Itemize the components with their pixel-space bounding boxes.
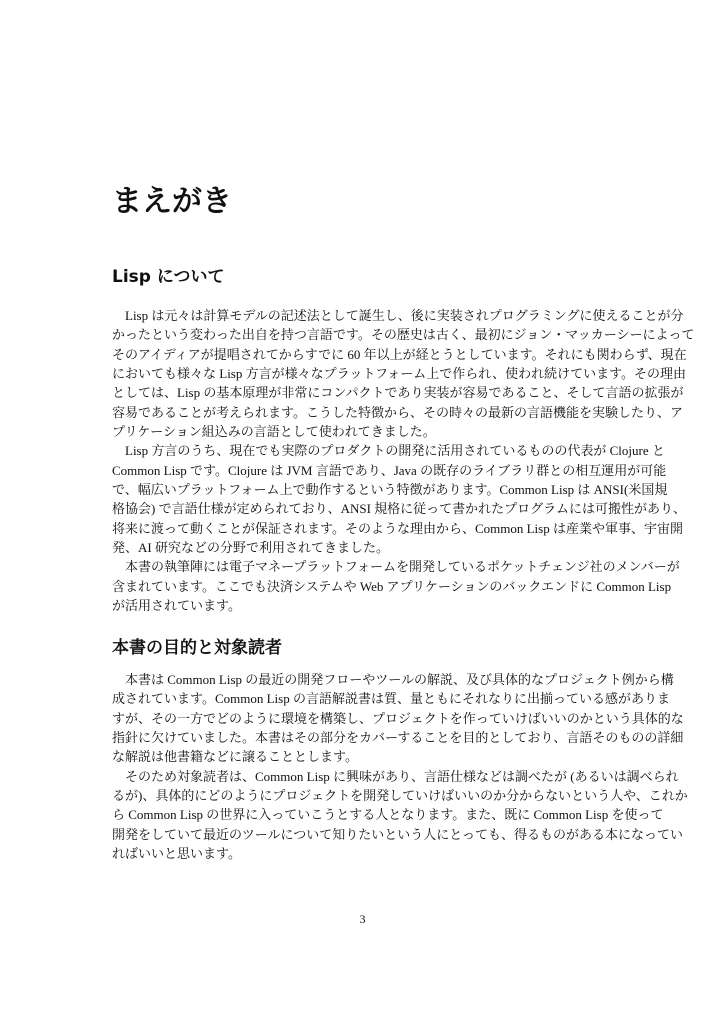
text-line: 将来に渡って動くことが保証されます。そのような理由から、Common Lisp は産業や軍事、宇宙開 — [112, 520, 683, 536]
paragraph — [112, 767, 688, 864]
page-number: 3 — [359, 912, 366, 926]
section-heading-purpose-audience: 本書の目的と対象読者 — [112, 638, 282, 658]
text-line: 発、AI 研究などの分野で利用されてきました。 — [112, 540, 389, 556]
text-line: 成されています。Common Lisp の言語解説書は質、量ともにそれなりに出揃っている感がありま — [112, 691, 670, 707]
text-line: Lisp 方言のうち、現在でも実際のプロダクトの開発に活用されているものの代表が Clojure と — [125, 443, 665, 459]
text-line: においても様々な Lisp 方言が様々なプラットフォーム上で作られ、使われ続けています。その理由 — [112, 366, 687, 382]
paragraph — [112, 557, 680, 615]
text-line: 容易であることが考えられます。こうした特徴から、その時々の最新の言語機能を実験したり、ア — [112, 404, 683, 420]
text-line: としては、Lisp の基本原理が非常にコンパクトであり実装が容易であること、そして言語の拡張が — [112, 385, 684, 401]
paragraph — [112, 670, 684, 767]
text-line: が活用されています。 — [112, 598, 241, 614]
text-line: 本書の執筆陣には電子マネープラットフォームを開発しているポケットチェンジ社のメンバーが — [125, 559, 680, 575]
text-line: 本書は Common Lisp の最近の開発フローやツールの解説、及び具体的なプロジェクト例から構 — [125, 672, 674, 687]
text-line: Common Lisp です。Clojure は JVM 言語であり、Java の既存のライブラリ群との相互運用が可能 — [112, 462, 667, 478]
paragraph — [112, 441, 687, 557]
text-line: ればいいと思います。 — [112, 846, 241, 862]
page-title: まえがき — [112, 184, 232, 219]
text-line: Lisp は元々は計算モデルの記述法として誕生し、後に実装されプログラミングに使えることが分 — [125, 308, 684, 323]
text-line: 格協会) で言語仕様が定められており、ANSI 規格に従って書かれたプログラムには可搬性があり、 — [112, 501, 687, 517]
text-line: すが、その一方でどのように環境を構築し、プロジェクトを作っていけばいいのかという具体的な — [112, 710, 684, 726]
text-line: 含まれています。ここでも決済システムや Web アプリケーションのバックエンドに Common Lisp — [112, 578, 672, 594]
text-line: かったという変わった出自を持つ言語です。その歴史は古く、最初にジョン・マッカーシーによって — [112, 327, 695, 343]
text-line: そのアイディアが提唱されてからすでに 60 年以上が経とうとしています。それにも関わらず、現在 — [112, 346, 687, 362]
text-line: そのため対象読者は、Common Lisp に興味があり、言語仕様などは調べたが (あるいは調べられ — [125, 768, 679, 784]
section-body-about-lisp — [112, 306, 695, 616]
text-line: で、幅広いプラットフォーム上で動作するという特徴があります。Common Lisp は ANSI(米国規 — [112, 482, 668, 498]
section-body-purpose-audience — [112, 670, 688, 863]
section-heading-about-lisp: Lisp について — [112, 267, 225, 287]
text-line: 開発をしていて最近のツールについて知りたいという人にとっても、得るものがある本になってい — [112, 826, 683, 842]
text-line: 指針に欠けていました。本書はその部分をカバーすることを目的としており、言語そのものの詳細 — [112, 730, 684, 746]
text-line: プリケーション組込みの言語として使われてきました。 — [112, 424, 436, 440]
paragraph — [112, 306, 695, 441]
text-line: ら Common Lisp の世界に入っていこうとする人となります。また、既に Common Lisp を使って — [112, 807, 664, 823]
text-line: るが)、具体的にどのようにプロジェクトを開発していけばいいのか分からないという人や、これか — [112, 788, 688, 804]
text-line: な解説は他書籍などに譲ることとします。 — [112, 749, 358, 765]
